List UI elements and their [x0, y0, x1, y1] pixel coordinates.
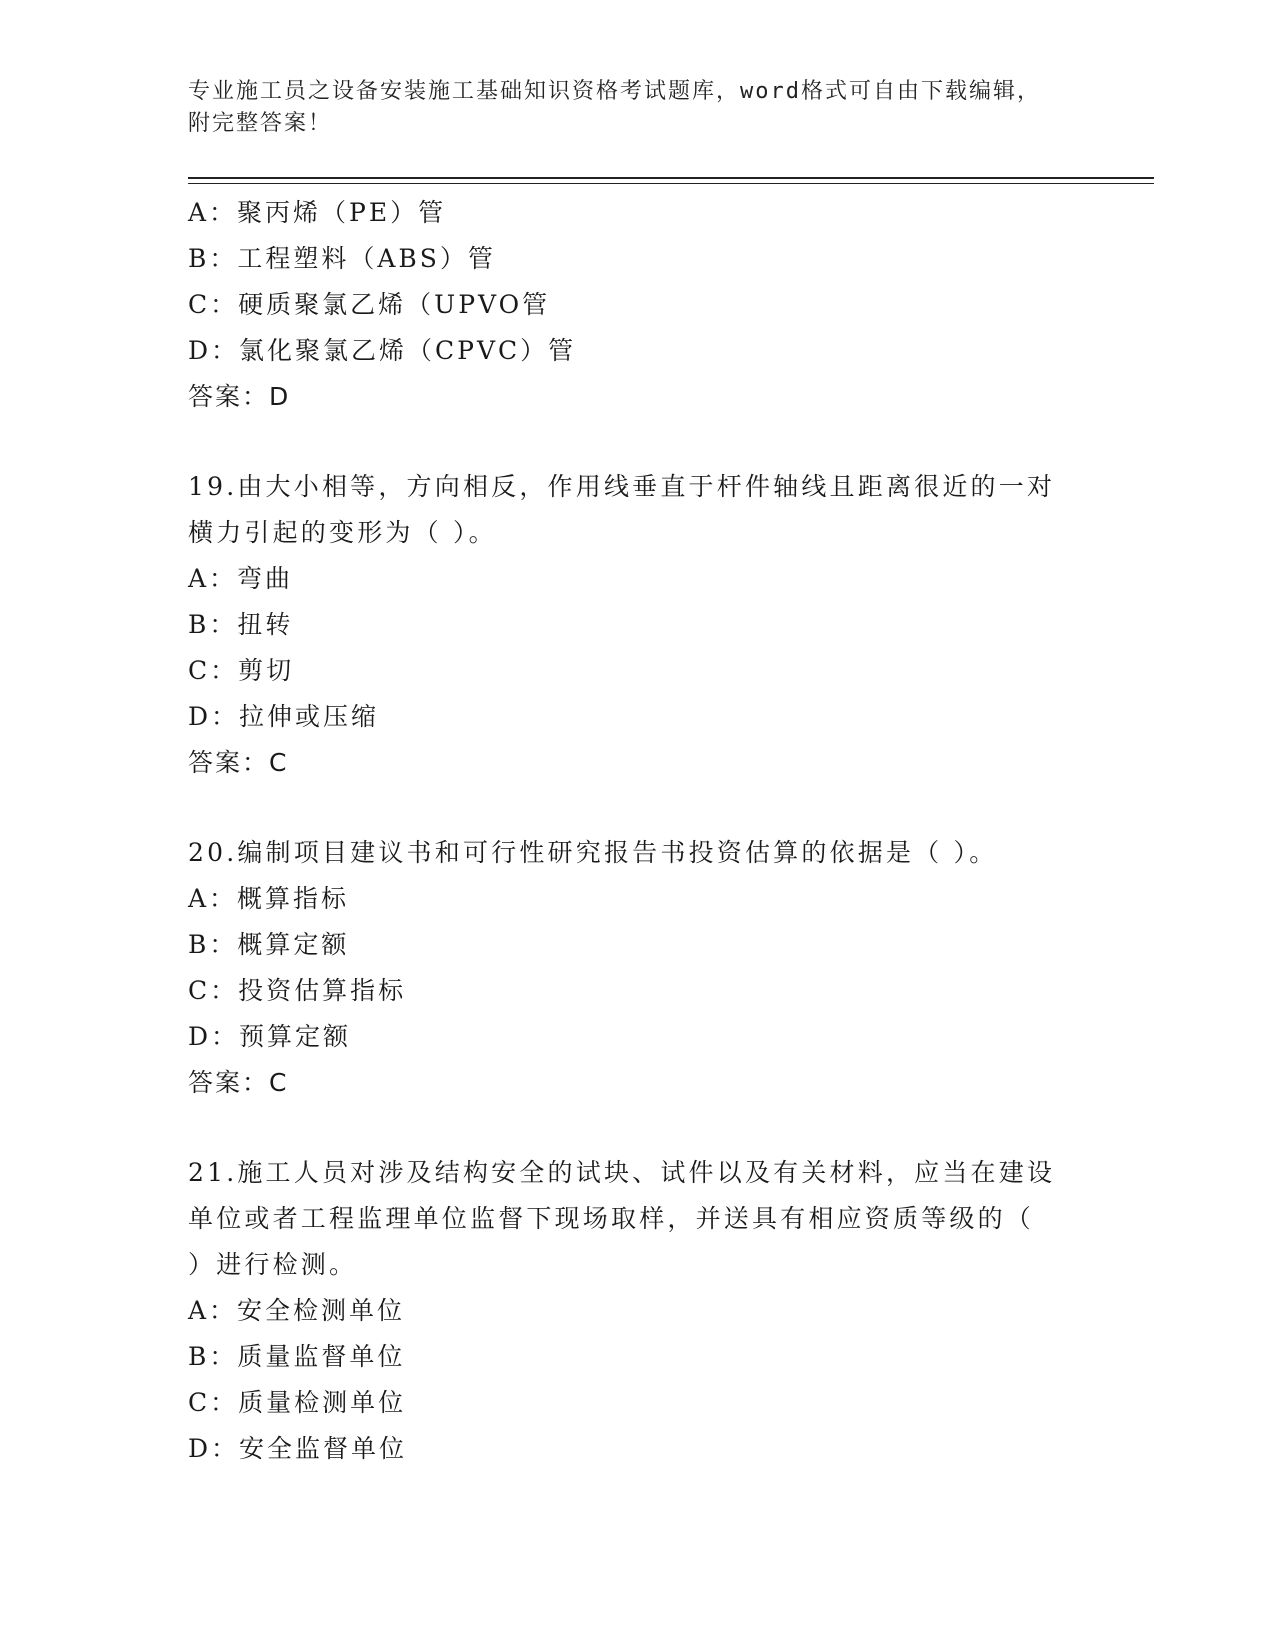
question-18 [188, 190, 1088, 420]
question-stem-line: 单位或者工程监理单位监督下现场取样，并送具有相应资质等级的（ [188, 1204, 1035, 1233]
question-stem-line: 横力引起的变形为（ ）。 [188, 518, 497, 547]
question-20 [188, 830, 1088, 1106]
option-b: B：质量监督单位 [188, 1342, 406, 1371]
question-stem-line: 19.由大小相等，方向相反，作用线垂直于杆件轴线且距离很近的一对 [188, 472, 1056, 501]
spacer [188, 1106, 1088, 1150]
option-d: D：预算定额 [188, 1022, 352, 1051]
option-c: C：质量检测单位 [188, 1388, 407, 1417]
question-list [188, 190, 1088, 1472]
option-b: B：扭转 [188, 610, 294, 639]
option-c: C：投资估算指标 [188, 976, 407, 1005]
header-divider-thin [188, 183, 1154, 184]
document-header [188, 76, 1068, 140]
header-divider-thick [188, 177, 1154, 179]
option-b: B：概算定额 [188, 930, 350, 959]
option-d: D：氯化聚氯乙烯（CPVC）管 [188, 336, 577, 365]
question-stem-line: 20.编制项目建议书和可行性研究报告书投资估算的依据是（ ）。 [188, 838, 998, 867]
answer-line: 答案：C [188, 748, 289, 777]
option-d: D：拉伸或压缩 [188, 702, 380, 731]
option-b: B：工程塑料（ABS）管 [188, 244, 496, 273]
spacer [188, 786, 1088, 830]
option-d: D：安全监督单位 [188, 1434, 408, 1463]
answer-line: 答案：D [188, 382, 291, 411]
option-a: A：弯曲 [188, 564, 294, 593]
question-19 [188, 464, 1088, 786]
spacer [188, 420, 1088, 464]
question-21 [188, 1150, 1088, 1472]
option-a: A：聚丙烯（PE）管 [188, 198, 447, 227]
option-c: C：剪切 [188, 656, 295, 685]
question-stem-line: ）进行检测。 [188, 1250, 358, 1279]
option-a: A：概算指标 [188, 884, 350, 913]
answer-line: 答案：C [188, 1068, 289, 1097]
question-stem-line: 21.施工人员对涉及结构安全的试块、试件以及有关材料，应当在建设 [188, 1158, 1056, 1187]
header-line-1: 专业施工员之设备安装施工基础知识资格考试题库，word格式可自由下载编辑， [188, 79, 1041, 104]
option-c: C：硬质聚氯乙烯（UPVO管 [188, 290, 551, 319]
option-a: A：安全检测单位 [188, 1296, 406, 1325]
header-line-2: 附完整答案！ [188, 111, 333, 136]
